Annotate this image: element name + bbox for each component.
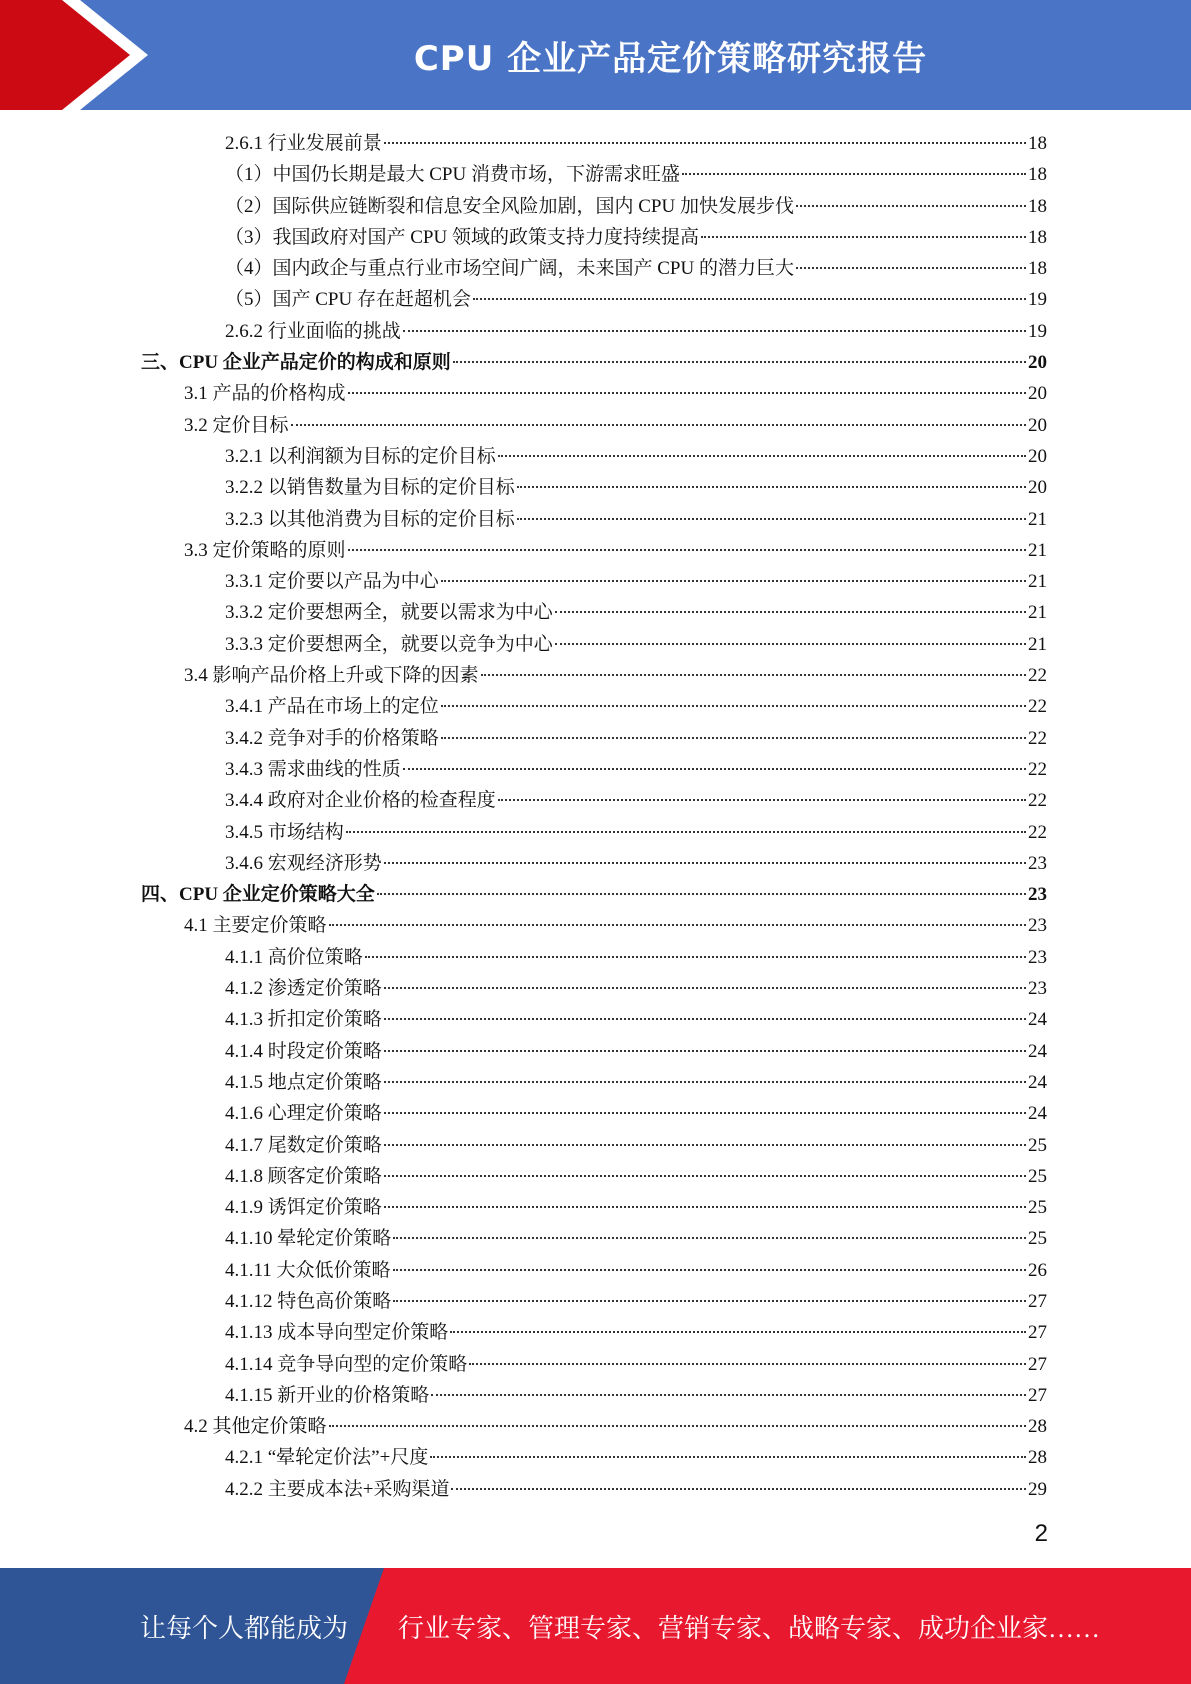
toc-entry-label: 4.1.15 新开业的价格策略 xyxy=(225,1384,430,1406)
toc-dot-leader xyxy=(291,424,1026,426)
toc-entry-label: （5）国产 CPU 存在赶超机会 xyxy=(225,289,471,311)
toc-entry-label: 3.4.4 政府对企业价格的检查程度 xyxy=(225,790,496,812)
toc-dot-leader xyxy=(393,1300,1026,1302)
toc-entry-page: 23 xyxy=(1028,915,1047,937)
toc-entry-page: 26 xyxy=(1028,1259,1047,1281)
page-header xyxy=(0,0,1191,110)
toc-dot-leader xyxy=(384,1175,1026,1177)
toc-entry-page: 19 xyxy=(1028,289,1047,311)
toc-entry-page: 25 xyxy=(1028,1134,1047,1156)
toc-entry-label: 4.1.4 时段定价策略 xyxy=(225,1040,382,1062)
toc-entry-page: 20 xyxy=(1028,414,1047,436)
toc-entry[interactable] xyxy=(141,1317,1047,1348)
toc-entry[interactable] xyxy=(141,222,1047,253)
toc-dot-leader xyxy=(365,956,1026,958)
toc-entry-label: 3.4 影响产品价格上升或下降的因素 xyxy=(184,665,479,687)
toc-entry[interactable] xyxy=(141,973,1047,1004)
toc-dot-leader xyxy=(701,236,1026,238)
toc-entry-label: 4.1.1 高价位策略 xyxy=(225,946,363,968)
toc-dot-leader xyxy=(517,518,1026,520)
toc-entry[interactable] xyxy=(141,754,1047,785)
toc-entry-page: 24 xyxy=(1028,1103,1047,1125)
toc-entry-page: 18 xyxy=(1028,195,1047,217)
toc-dot-leader xyxy=(403,768,1026,770)
toc-entry-page: 20 xyxy=(1028,352,1047,374)
toc-entry-label: 3.2.1 以利润额为目标的定价目标 xyxy=(225,445,496,467)
toc-entry[interactable] xyxy=(141,1192,1047,1223)
toc-entry-label: 4.1.9 诱饵定价策略 xyxy=(225,1197,382,1219)
page-number: 2 xyxy=(1034,1520,1048,1547)
toc-entry-label: 4.2 其他定价策略 xyxy=(184,1416,327,1438)
toc-entry[interactable] xyxy=(141,128,1047,159)
toc-entry-page: 25 xyxy=(1028,1228,1047,1250)
toc-dot-leader xyxy=(384,1144,1026,1146)
toc-entry[interactable] xyxy=(141,817,1047,848)
toc-dot-leader xyxy=(796,267,1026,269)
toc-entry-page: 20 xyxy=(1028,383,1047,405)
toc-entry[interactable] xyxy=(141,504,1047,535)
toc-entry-page: 29 xyxy=(1028,1478,1047,1500)
toc-entry[interactable] xyxy=(141,660,1047,691)
toc-entry[interactable] xyxy=(141,441,1047,472)
toc-entry[interactable] xyxy=(141,347,1047,378)
toc-entry-label: 三、CPU 企业产品定价的构成和原则 xyxy=(141,352,451,374)
footer-slogan-right: 行业专家、管理专家、营销专家、战略专家、成功企业家…… xyxy=(398,1613,1101,1643)
toc-dot-leader xyxy=(469,1363,1026,1365)
toc-entry-page: 22 xyxy=(1028,727,1047,749)
toc-dot-leader xyxy=(348,392,1026,394)
toc-entry[interactable] xyxy=(141,785,1047,816)
toc-entry-label: 3.3.3 定价要想两全，就要以竞争为中心 xyxy=(225,633,553,655)
toc-entry-page: 27 xyxy=(1028,1384,1047,1406)
toc-entry-label: 4.1.6 心理定价策略 xyxy=(225,1103,382,1125)
toc-entry[interactable] xyxy=(141,253,1047,284)
toc-entry[interactable] xyxy=(141,879,1047,910)
toc-entry-label: 4.2.1 “晕轮定价法”+尺度 xyxy=(225,1447,429,1469)
toc-entry-page: 25 xyxy=(1028,1165,1047,1187)
toc-dot-leader xyxy=(384,1018,1026,1020)
toc-dot-leader xyxy=(377,893,1026,895)
toc-entry[interactable] xyxy=(141,1130,1047,1161)
toc-entry-page: 21 xyxy=(1028,633,1047,655)
toc-dot-leader xyxy=(555,611,1026,613)
toc-entry-label: 3.3 定价策略的原则 xyxy=(184,539,346,561)
toc-entry-page: 28 xyxy=(1028,1416,1047,1438)
toc-entry[interactable] xyxy=(141,629,1047,660)
toc-dot-leader xyxy=(441,737,1026,739)
toc-entry-page: 27 xyxy=(1028,1353,1047,1375)
toc-entry-label: 4.1.8 顾客定价策略 xyxy=(225,1165,382,1187)
toc-entry-page: 23 xyxy=(1028,978,1047,1000)
toc-dot-leader xyxy=(555,643,1026,645)
toc-entry-label: 四、CPU 企业定价策略大全 xyxy=(141,884,375,906)
toc-entry-page: 22 xyxy=(1028,790,1047,812)
toc-dot-leader xyxy=(393,1269,1026,1271)
toc-entry[interactable] xyxy=(141,942,1047,973)
toc-entry-label: 3.2 定价目标 xyxy=(184,414,289,436)
toc-entry-page: 24 xyxy=(1028,1009,1047,1031)
toc-dot-leader xyxy=(451,1488,1026,1490)
toc-entry-label: 4.1.12 特色高价策略 xyxy=(225,1290,392,1312)
toc-entry[interactable] xyxy=(141,691,1047,722)
toc-entry-page: 25 xyxy=(1028,1197,1047,1219)
toc-entry-page: 18 xyxy=(1028,164,1047,186)
toc-entry-page: 21 xyxy=(1028,602,1047,624)
toc-entry[interactable] xyxy=(141,1411,1047,1442)
toc-entry-page: 20 xyxy=(1028,445,1047,467)
toc-entry-page: 22 xyxy=(1028,696,1047,718)
toc-entry-label: （4）国内政企与重点行业市场空间广阔，未来国产 CPU 的潜力巨大 xyxy=(225,258,794,280)
toc-entry-label: （1）中国仍长期是最大 CPU 消费市场，下游需求旺盛 xyxy=(225,164,680,186)
toc-dot-leader xyxy=(473,298,1026,300)
toc-entry[interactable] xyxy=(141,1161,1047,1192)
toc-entry[interactable] xyxy=(141,1286,1047,1317)
toc-entry-label: （2）国际供应链断裂和信息安全风险加剧，国内 CPU 加快发展步伐 xyxy=(225,195,794,217)
table-of-contents xyxy=(141,128,1047,1505)
toc-entry-label: 4.1.14 竞争导向型的定价策略 xyxy=(225,1353,468,1375)
toc-entry[interactable] xyxy=(141,1474,1047,1505)
toc-dot-leader xyxy=(481,674,1026,676)
toc-dot-leader xyxy=(329,1425,1026,1427)
toc-entry[interactable] xyxy=(141,1255,1047,1286)
toc-entry-label: 4.1 主要定价策略 xyxy=(184,915,327,937)
toc-dot-leader xyxy=(384,1081,1026,1083)
toc-entry-label: 3.4.5 市场结构 xyxy=(225,821,344,843)
toc-entry-page: 18 xyxy=(1028,133,1047,154)
toc-entry[interactable] xyxy=(141,1036,1047,1067)
toc-entry[interactable] xyxy=(141,1380,1047,1411)
toc-entry-label: 3.1 产品的价格构成 xyxy=(184,383,346,405)
toc-entry-page: 23 xyxy=(1028,852,1047,874)
toc-entry-label: 3.2.2 以销售数量为目标的定价目标 xyxy=(225,477,515,499)
toc-dot-leader xyxy=(430,1456,1026,1458)
toc-entry-label: 4.2.2 主要成本法+采购渠道 xyxy=(225,1478,450,1500)
toc-dot-leader xyxy=(498,799,1026,801)
toc-entry[interactable] xyxy=(141,191,1047,222)
toc-entry[interactable] xyxy=(141,1098,1047,1129)
toc-entry-page: 20 xyxy=(1028,477,1047,499)
toc-entry[interactable] xyxy=(141,535,1047,566)
toc-entry-page: 22 xyxy=(1028,665,1047,687)
toc-entry-page: 22 xyxy=(1028,821,1047,843)
toc-dot-leader xyxy=(329,924,1026,926)
toc-entry-label: 3.4.3 需求曲线的性质 xyxy=(225,758,401,780)
toc-entry[interactable] xyxy=(141,848,1047,879)
toc-dot-leader xyxy=(393,1237,1026,1239)
toc-entry[interactable] xyxy=(141,316,1047,347)
toc-entry-label: 4.1.5 地点定价策略 xyxy=(225,1071,382,1093)
toc-dot-leader xyxy=(403,330,1026,332)
report-title: CPU 企业产品定价策略研究报告 xyxy=(413,38,928,79)
toc-entry-label: 3.2.3 以其他消费为目标的定价目标 xyxy=(225,508,515,530)
toc-entry[interactable] xyxy=(141,159,1047,190)
toc-entry-label: 4.1.11 大众低价策略 xyxy=(225,1259,391,1281)
toc-entry-page: 23 xyxy=(1028,884,1047,906)
toc-entry-label: （3）我国政府对国产 CPU 领域的政策支持力度持续提高 xyxy=(225,226,699,248)
toc-entry[interactable] xyxy=(141,723,1047,754)
toc-entry-label: 4.1.10 晕轮定价策略 xyxy=(225,1228,392,1250)
toc-entry-label: 2.6.2 行业面临的挑战 xyxy=(225,320,401,342)
toc-entry-label: 3.4.6 宏观经济形势 xyxy=(225,852,382,874)
toc-entry[interactable] xyxy=(141,566,1047,597)
toc-entry[interactable] xyxy=(141,1067,1047,1098)
toc-dot-leader xyxy=(384,987,1026,989)
toc-entry-page: 27 xyxy=(1028,1290,1047,1312)
toc-entry-label: 4.1.2 渗透定价策略 xyxy=(225,978,382,1000)
toc-dot-leader xyxy=(346,831,1026,833)
toc-entry-page: 28 xyxy=(1028,1447,1047,1469)
toc-entry-label: 4.1.3 折扣定价策略 xyxy=(225,1009,382,1031)
toc-entry-page: 19 xyxy=(1028,320,1047,342)
toc-entry-page: 22 xyxy=(1028,758,1047,780)
toc-entry-label: 3.4.2 竞争对手的价格策略 xyxy=(225,727,439,749)
toc-entry-page: 24 xyxy=(1028,1040,1047,1062)
toc-entry-page: 21 xyxy=(1028,539,1047,561)
page-footer xyxy=(0,1568,1191,1684)
toc-entry[interactable] xyxy=(141,1349,1047,1380)
toc-entry-page: 18 xyxy=(1028,226,1047,248)
toc-entry-label: 4.1.13 成本导向型定价策略 xyxy=(225,1322,449,1344)
toc-entry-label: 3.3.2 定价要想两全，就要以需求为中心 xyxy=(225,602,553,624)
toc-entry-page: 27 xyxy=(1028,1322,1047,1344)
toc-dot-leader xyxy=(441,580,1026,582)
toc-dot-leader xyxy=(441,705,1026,707)
toc-entry-page: 21 xyxy=(1028,508,1047,530)
toc-dot-leader xyxy=(384,1112,1026,1114)
toc-entry[interactable] xyxy=(141,410,1047,441)
toc-entry-page: 21 xyxy=(1028,571,1047,593)
toc-entry[interactable] xyxy=(141,472,1047,503)
toc-dot-leader xyxy=(517,486,1026,488)
toc-entry[interactable] xyxy=(141,378,1047,409)
toc-dot-leader xyxy=(796,205,1026,207)
toc-entry-page: 18 xyxy=(1028,258,1047,280)
toc-entry-label: 4.1.7 尾数定价策略 xyxy=(225,1134,382,1156)
toc-entry-page: 23 xyxy=(1028,946,1047,968)
toc-entry-label: 3.3.1 定价要以产品为中心 xyxy=(225,571,439,593)
toc-dot-leader xyxy=(453,361,1026,363)
footer-slogan-left: 让每个人都能成为 xyxy=(140,1613,349,1643)
toc-dot-leader xyxy=(450,1331,1026,1333)
toc-dot-leader xyxy=(384,1206,1026,1208)
toc-dot-leader xyxy=(384,862,1026,864)
toc-dot-leader xyxy=(384,1050,1026,1052)
toc-entry[interactable] xyxy=(141,1004,1047,1035)
toc-dot-leader xyxy=(682,173,1026,175)
toc-entry-page: 24 xyxy=(1028,1071,1047,1093)
toc-dot-leader xyxy=(431,1394,1026,1396)
toc-entry-label: 3.4.1 产品在市场上的定位 xyxy=(225,696,439,718)
toc-entry[interactable] xyxy=(141,1223,1047,1254)
toc-dot-leader xyxy=(498,455,1026,457)
toc-entry-label: 2.6.1 行业发展前景 xyxy=(225,133,382,154)
toc-entry[interactable] xyxy=(141,597,1047,628)
toc-dot-leader xyxy=(348,549,1026,551)
toc-entry[interactable] xyxy=(141,910,1047,941)
toc-entry[interactable] xyxy=(141,284,1047,315)
toc-dot-leader xyxy=(384,142,1026,144)
toc-entry[interactable] xyxy=(141,1442,1047,1473)
